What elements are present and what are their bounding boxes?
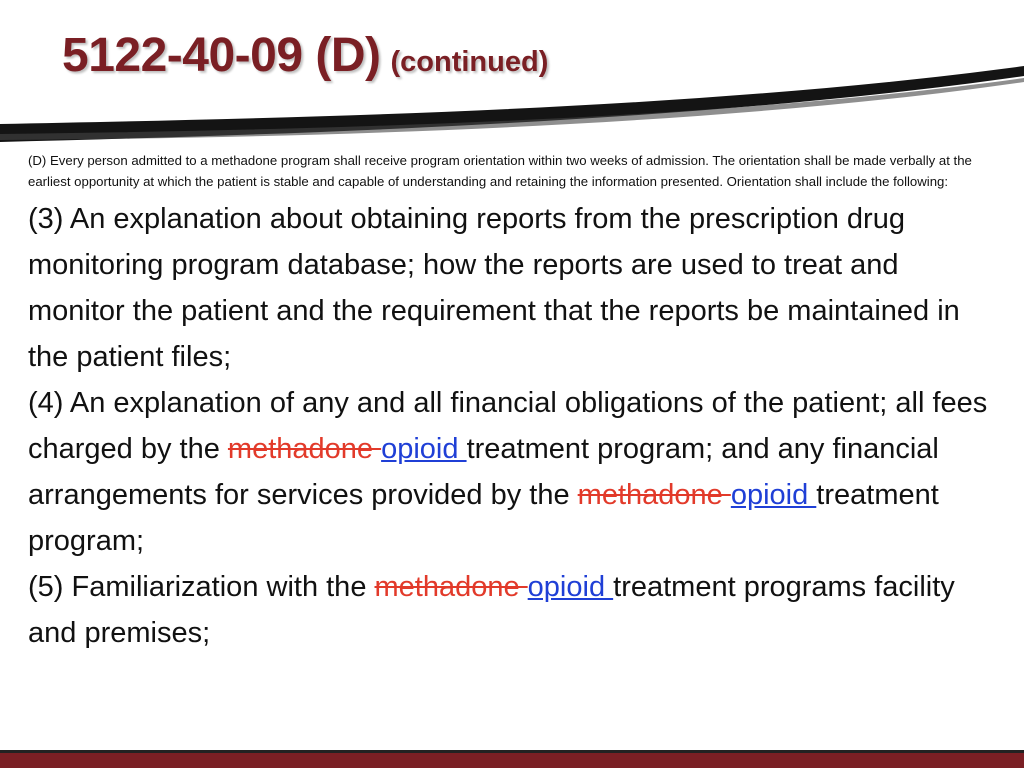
- item-4-text-b: treatment program; and any financial arrangements for services provided by the: [28, 433, 939, 511]
- item-4-text-a: (4) An explanation of any and all financial obligations of the patient; all fees charged by the: [28, 387, 988, 465]
- item-5-paragraph: [28, 564, 996, 656]
- item-4-text-c: treatment program;: [28, 479, 939, 557]
- title-main: 5122-40-09 (D): [62, 29, 381, 82]
- item-4-paragraph: [28, 380, 996, 564]
- inserted-text: opioid: [381, 433, 467, 465]
- intro-paragraph: (D) Every person admitted to a methadone program shall receive program orientation within two weeks of admission. The orientation shall be made verbally at the earliest opportunity at which the patient is stable and capable of understanding and retaining the information presented. Orientation shall include the following:: [28, 153, 972, 189]
- footer-bar: [0, 750, 1024, 768]
- deleted-text: methadone: [374, 571, 528, 603]
- item-5-text-a: (5) Familiarization with the: [28, 571, 375, 603]
- slide-title: [62, 28, 548, 98]
- deleted-text: methadone: [227, 433, 382, 465]
- title-subtitle: (continued): [390, 46, 549, 78]
- inserted-text: opioid: [527, 571, 614, 603]
- inserted-text: opioid: [730, 479, 817, 511]
- item-5-text-b: treatment programs facility and premises;: [28, 571, 955, 649]
- content-area: [28, 150, 996, 656]
- item-3-paragraph: (3) An explanation about obtaining reports from the prescription drug monitoring program database; how the reports are used to treat and monitor the patient and the requirement that the reports be maintained in the patient files;: [28, 203, 960, 373]
- deleted-text: methadone: [577, 479, 731, 511]
